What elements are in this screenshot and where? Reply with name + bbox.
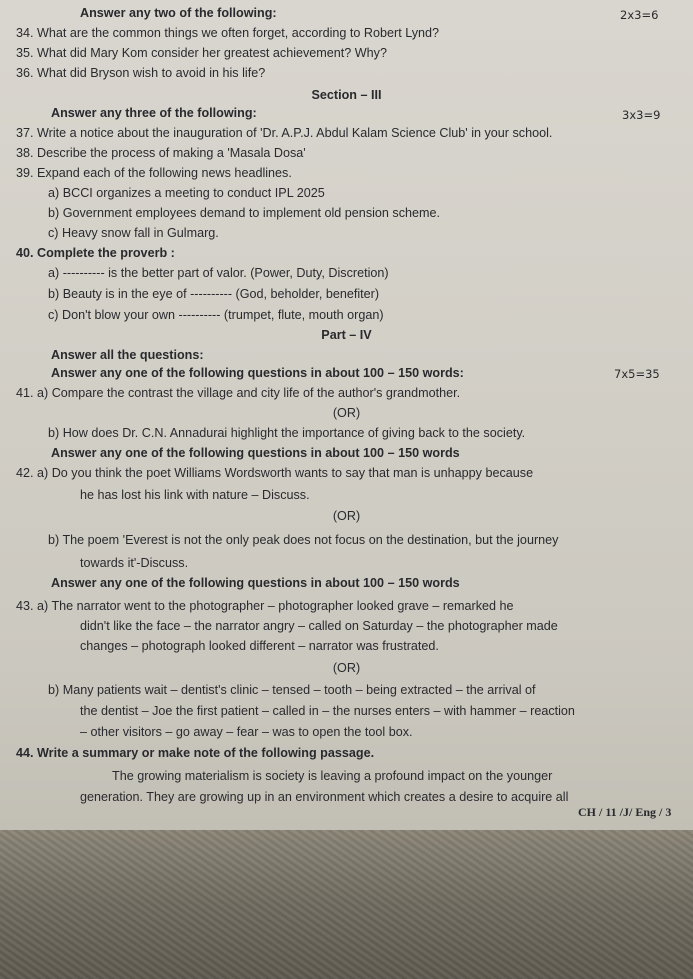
part-iv-heading: Part – IV [321, 328, 372, 342]
question-40: 40. Complete the proverb : [16, 246, 175, 260]
question-38: 38. Describe the process of making a 'Masala Dosa' [16, 146, 306, 160]
question-39-a: a) BCCI organizes a meeting to conduct IPL 2025 [48, 186, 325, 200]
instruction-any-three: Answer any three of the following: [51, 106, 257, 120]
question-40-c: c) Don't blow your own ---------- (trumpet, flute, mouth organ) [48, 308, 384, 322]
instruction-any-two: Answer any two of the following: [80, 6, 277, 20]
marks-2x3: 2x3=6 [620, 8, 659, 22]
question-39: 39. Expand each of the following news headlines. [16, 166, 292, 180]
question-36: 36. What did Bryson wish to avoid in his life? [16, 66, 266, 80]
question-41-b: b) How does Dr. C.N. Annadurai highlight the importance of giving back to the society. [48, 426, 526, 440]
question-34: 34. What are the common things we often forget, according to Robert Lynd? [16, 26, 440, 40]
question-39-b: b) Government employees demand to implement old pension scheme. [48, 206, 441, 220]
question-41-a: 41. a) Compare the contrast the village and city life of the author's grandmother. [16, 386, 461, 400]
instruction-any-one-42: Answer any one of the following questions in about 100 – 150 words [51, 446, 460, 460]
passage-line-2: generation. They are growing up in an environment which creates a desire to acquire all [80, 790, 569, 804]
or-42: (OR) [332, 509, 361, 523]
paper-code: CH / 11 /J/ Eng / 3 [578, 805, 672, 819]
instruction-answer-all: Answer all the questions: [51, 348, 204, 362]
or-41: (OR) [332, 406, 361, 420]
question-43-a-cont2: changes – photograph looked different – narrator was frustrated. [80, 639, 439, 653]
question-43-b-cont2: – other visitors – go away – fear – was to open the tool box. [80, 725, 413, 739]
question-42-b: b) The poem 'Everest is not the only peak does not focus on the destination, but the journey [48, 533, 559, 547]
instruction-any-one-41: Answer any one of the following questions in about 100 – 150 words: [51, 366, 464, 380]
question-44: 44. Write a summary or make note of the following passage. [16, 746, 375, 760]
question-39-c: c) Heavy snow fall in Gulmarg. [48, 226, 219, 240]
question-43-b-cont1: the dentist – Joe the first patient – called in – the nurses enters – with hammer – reaction [80, 704, 575, 718]
question-40-a: a) ---------- is the better part of valor. (Power, Duty, Discretion) [48, 266, 389, 280]
instruction-any-one-43: Answer any one of the following questions in about 100 – 150 words [51, 576, 460, 590]
or-43: (OR) [332, 661, 361, 675]
passage-line-1: The growing materialism is society is leaving a profound impact on the younger [112, 769, 553, 783]
question-40-b: b) Beauty is in the eye of ---------- (God, beholder, benefiter) [48, 287, 380, 301]
question-42-a: 42. a) Do you think the poet Williams Wordsworth wants to say that man is unhappy because [16, 466, 534, 480]
question-43-a-cont1: didn't like the face – the narrator angry – called on Saturday – the photographer made [80, 619, 558, 633]
question-37: 37. Write a notice about the inauguration of 'Dr. A.P.J. Abdul Kalam Science Club' in your school. [16, 126, 553, 140]
desk-surface [0, 830, 693, 979]
question-42-a-cont: he has lost his link with nature – Discuss. [80, 488, 310, 502]
marks-7x5: 7x5=35 [614, 367, 660, 381]
section-iii-heading: Section – III [311, 88, 382, 102]
question-43-a: 43. a) The narrator went to the photographer – photographer looked grave – remarked he [16, 599, 514, 613]
question-43-b: b) Many patients wait – dentist's clinic – tensed – tooth – being extracted – the arrival of [48, 683, 536, 697]
question-42-b-cont: towards it'-Discuss. [80, 556, 189, 570]
marks-3x3: 3x3=9 [622, 108, 661, 122]
question-35: 35. What did Mary Kom consider her greatest achievement? Why? [16, 46, 387, 60]
